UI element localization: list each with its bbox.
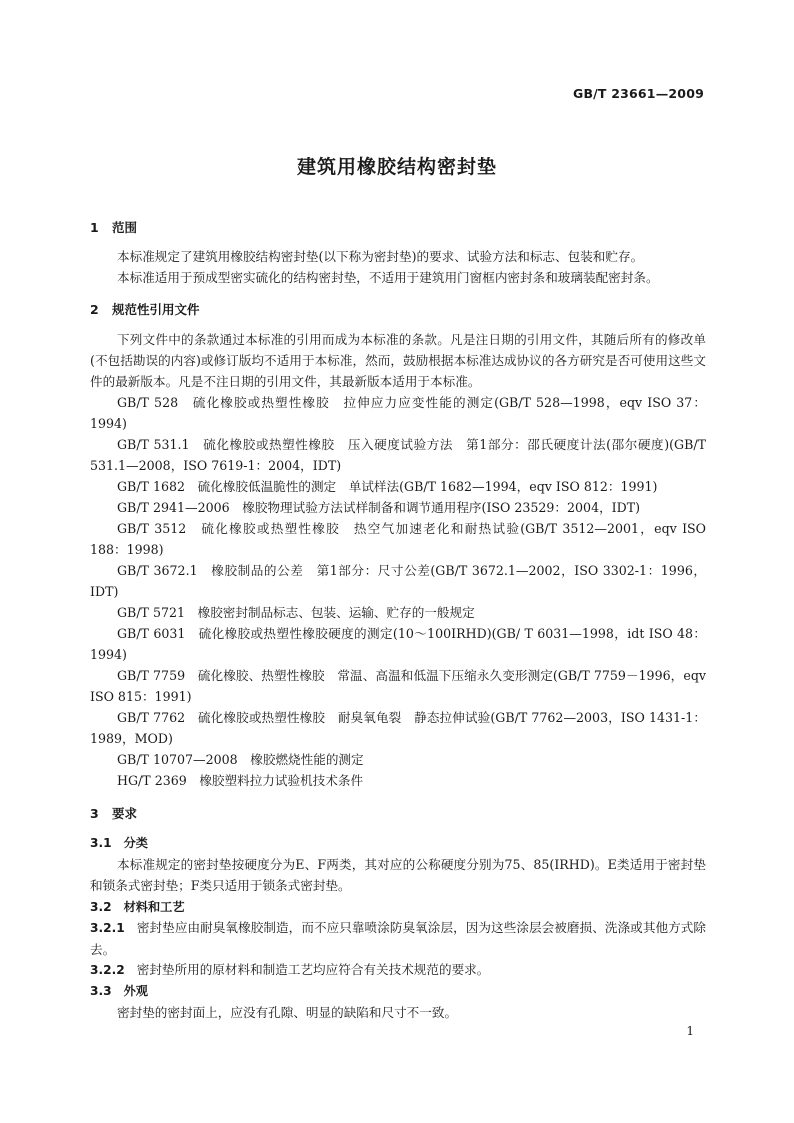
section-number: 2 [90,302,99,317]
reference-item: GB/T 7759 硫化橡胶、热塑性橡胶 常温、高温和低温下压缩永久变形测定(GB/T 7759－1996，eqv ISO 815：1991) [90,668,706,704]
section-1-heading [90,218,706,238]
clause-number: 3.2 [90,900,112,914]
reference-item: GB/T 3512 硫化橡胶或热塑性橡胶 热空气加速老化和耐热试验(GB/T 3512—2001，eqv ISO 188：1998) [90,521,706,557]
section-title: 要求 [112,806,138,821]
reference-item: HG/T 2369 橡胶塑料拉力试验机技术条件 [117,773,364,788]
reference-item: GB/T 528 硫化橡胶或热塑性橡胶 拉伸应力应变性能的测定(GB/T 528—1998，eqv ISO 37：1994) [90,395,706,431]
clause-text: 密封垫应由耐臭氧橡胶制造，而不应只靠喷涂防臭氧涂层，因为这些涂层会被磨损、洗涤或其他方式除去。 [90,920,707,957]
section-2-body [90,329,706,791]
reference-item: GB/T 531.1 硫化橡胶或热塑性橡胶 压入硬度试验方法 第1部分：邵氏硬度计法(邵尔硬度)(GB/T 531.1—2008，ISO 7619-1：2004，IDT) [90,437,706,473]
paragraph: 本标准规定了建筑用橡胶结构密封垫(以下称为密封垫)的要求、试验方法和标志、包装和贮存。 [117,249,644,264]
reference-item: GB/T 5721 橡胶密封制品标志、包装、运输、贮存的一般规定 [117,605,475,620]
section-title: 范围 [112,220,138,235]
intro-paragraph: 下列文件中的条款通过本标准的引用而成为本标准的条款。凡是注日期的引用文件，其随后所有的修改单(不包括勘误的内容)或修订版均不适用于本标准，然而，鼓励根据本标准达成协议的各方研究是否可使用这些文件的最新版本。凡是不注日期的引用文件，其最新版本适用于本标准。 [90,332,706,389]
standard-number: GB/T 23661—2009 [572,86,704,101]
clause-3-3 [90,980,706,1023]
clause-3-1 [90,832,706,896]
document-title: 建筑用橡胶结构密封垫 [296,156,497,178]
clause-title: 外观 [123,984,148,998]
page-number: 1 [686,1024,694,1038]
section-1-body [90,246,706,288]
clause-number: 3.2.1 [90,921,125,935]
reference-item: GB/T 1682 硫化橡胶低温脆性的测定 单试样法(GB/T 1682—1994，eqv ISO 812：1991) [117,479,658,494]
paragraph: 本标准适用于预成型密实硫化的结构密封垫，不适用于建筑用门窗框内密封条和玻璃装配密封条。 [117,270,659,285]
reference-item: GB/T 6031 硫化橡胶或热塑性橡胶硬度的测定(10～100IRHD)(GB/ T 6031—1998，idt ISO 48：1994) [90,626,706,662]
clause-number: 3.1 [90,836,112,850]
clause-3-2-2 [90,959,706,981]
clause-title: 分类 [123,836,148,850]
clause-3-2-1 [90,917,706,960]
clause-text: 本标准规定的密封垫按硬度分为E、F两类，其对应的公称硬度分别为75、85(IRHD)。E类适用于密封垫和锁条式密封垫；F类只适用于锁条式密封垫。 [90,857,706,893]
reference-item: GB/T 2941—2006 橡胶物理试验方法试样制备和调节通用程序(ISO 23529：2004，IDT) [117,500,641,515]
reference-item: GB/T 7762 硫化橡胶或热塑性橡胶 耐臭氧龟裂 静态拉伸试验(GB/T 7762—2003，ISO 1431-1：1989，MOD) [90,710,706,746]
clause-text: 密封垫的密封面上，应没有孔隙、明显的缺陷和尺寸不一致。 [117,1005,458,1020]
clause-text: 密封垫所用的原材料和制造工艺均应符合有关技术规范的要求。 [136,962,490,977]
clause-number: 3.3 [90,984,112,998]
clause-3-2 [90,896,706,918]
section-title: 规范性引用文件 [112,302,200,317]
clause-title: 材料和工艺 [123,900,185,914]
reference-item: GB/T 10707—2008 橡胶燃烧性能的测定 [117,752,364,767]
reference-item: GB/T 3672.1 橡胶制品的公差 第1部分：尺寸公差(GB/T 3672.1—2002，ISO 3302-1：1996，IDT) [90,563,706,599]
section-2-heading [90,300,706,320]
clause-number: 3.2.2 [90,963,125,977]
section-3-heading [90,804,706,824]
section-number: 3 [90,806,99,821]
section-number: 1 [90,220,99,235]
